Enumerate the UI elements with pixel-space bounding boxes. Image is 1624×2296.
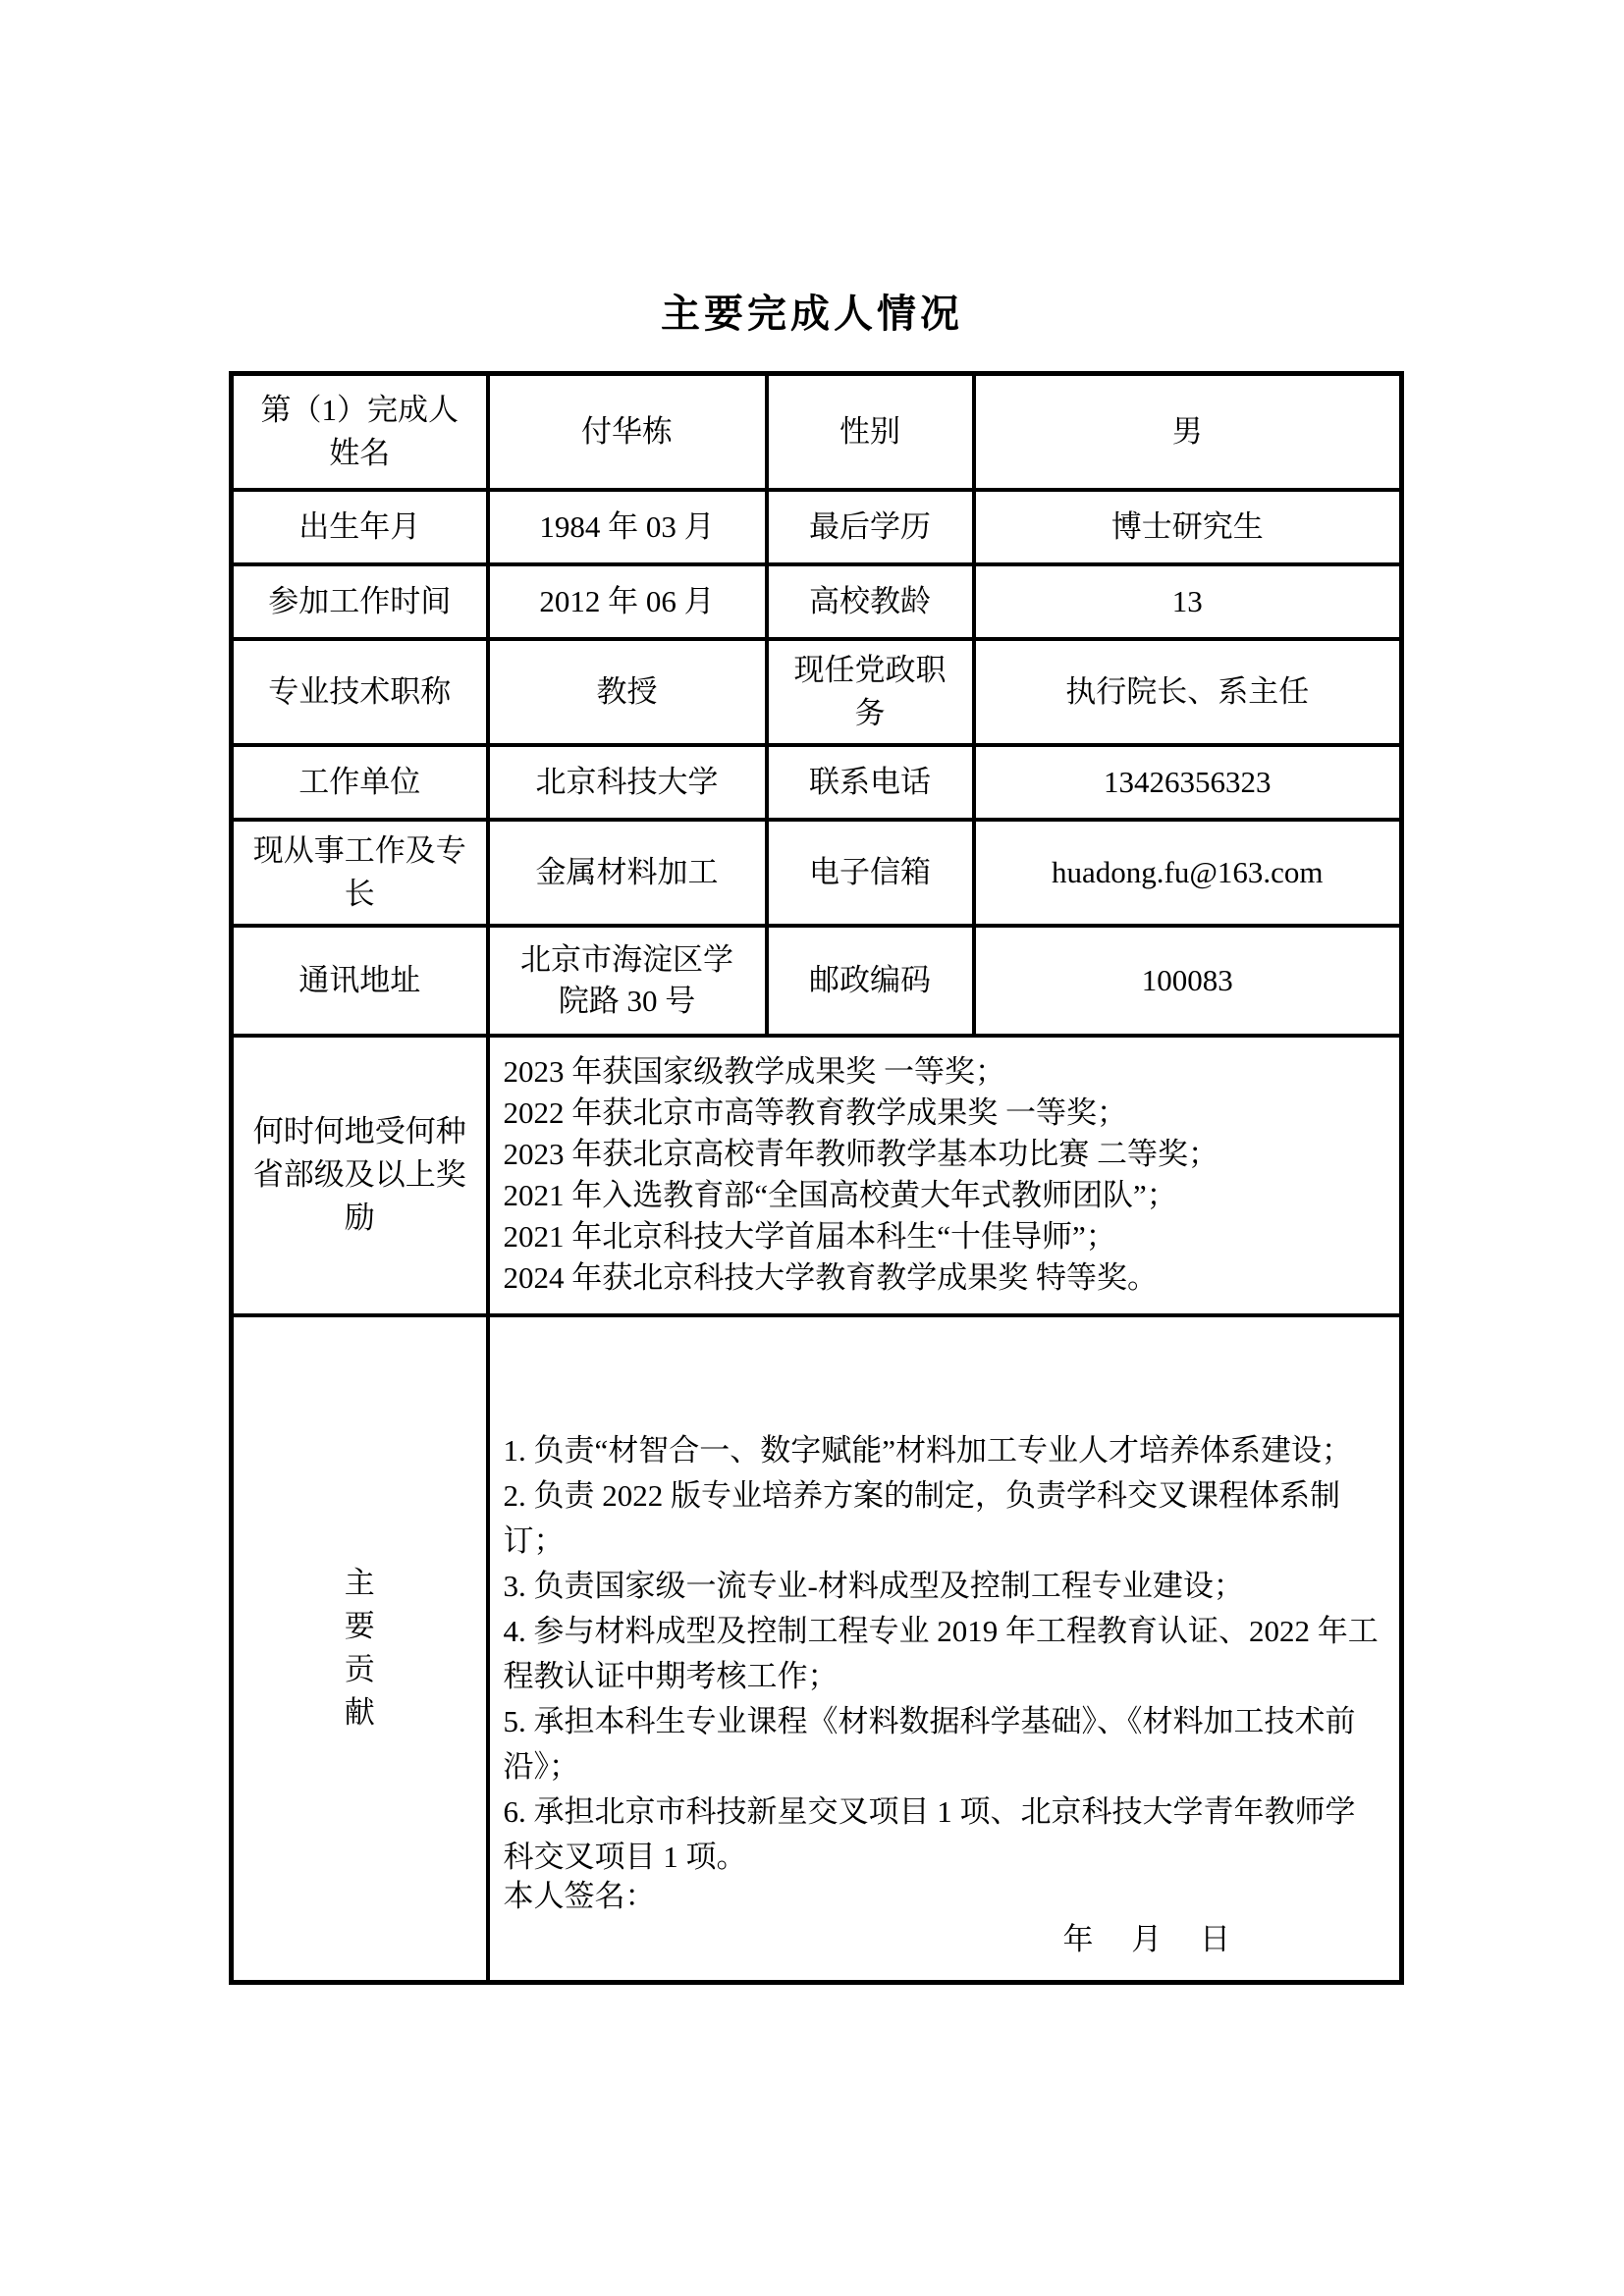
field-label-phone: 联系电话	[767, 745, 974, 820]
field-value-gender: 男	[974, 374, 1402, 490]
field-label-birth-date: 出生年月	[232, 490, 488, 564]
field-value-postal-code: 100083	[974, 926, 1402, 1036]
contribution-item: 1. 负责“材智合一、数字赋能”材料加工专业人才培养体系建设；	[503, 1433, 1353, 1468]
field-label-email: 电子信箱	[767, 820, 974, 926]
field-label-work-start: 参加工作时间	[232, 564, 488, 639]
contribution-item: 6. 承担北京市科技新星交叉项目 1 项、北京科技大学青年教师学科交叉项目 1 项。	[503, 1794, 1356, 1875]
field-label-current-work: 现从事工作及专长	[232, 820, 488, 926]
field-value-awards	[488, 1036, 1402, 1315]
field-value-employer: 北京科技大学	[488, 745, 767, 820]
page-title: 主要完成人情况	[661, 293, 963, 336]
table-row-awards	[232, 1036, 1402, 1315]
field-label-awards: 何时何地受何种省部级及以上奖励	[232, 1036, 488, 1315]
field-value-completer-name: 付华栋	[488, 374, 767, 490]
field-value-phone: 13426356323	[974, 745, 1402, 820]
field-value-current-position: 执行院长、系主任	[974, 639, 1402, 745]
award-line: 2021 年北京科技大学首届本科生“十佳导师”；	[503, 1219, 1116, 1254]
field-label-professional-title: 专业技术职称	[232, 639, 488, 745]
award-line: 2023 年获北京高校青年教师教学基本功比赛 二等奖；	[503, 1137, 1218, 1171]
field-value-birth-date: 1984 年 03 月	[488, 490, 767, 564]
field-value-teaching-years: 13	[974, 564, 1402, 639]
award-line: 2024 年获北京科技大学教育教学成果奖 特等奖。	[503, 1260, 1158, 1295]
contribution-item: 3. 负责国家级一流专业-材料成型及控制工程专业建设；	[503, 1569, 1244, 1604]
award-line: 2021 年入选教育部“全国高校黄大年式教师团队”；	[503, 1178, 1177, 1212]
field-value-email: huadong.fu@163.com	[974, 820, 1402, 926]
table-row-address	[232, 926, 1402, 1036]
field-label-address: 通讯地址	[232, 926, 488, 1036]
award-line: 2023 年获国家级教学成果奖 一等奖；	[503, 1054, 1005, 1089]
field-label-current-position: 现任党政职务	[767, 639, 974, 745]
field-label-postal-code: 邮政编码	[767, 926, 974, 1036]
table-row-contributions	[232, 1315, 1402, 1983]
signature-label: 本人签名：	[503, 1879, 656, 1913]
table-row-work-start	[232, 564, 1402, 639]
table-row-specialty	[232, 820, 1402, 926]
main-contributions-vertical-label: 主要贡献	[344, 1566, 375, 1731]
contribution-item: 5. 承担本科生专业课程《材料数据科学基础》、《材料加工技术前沿》；	[503, 1704, 1356, 1785]
date-line: 年 月 日	[1062, 1922, 1230, 1956]
table-row-birth	[232, 490, 1402, 564]
field-label-employer: 工作单位	[232, 745, 488, 820]
field-label-last-degree: 最后学历	[767, 490, 974, 564]
field-value-last-degree: 博士研究生	[974, 490, 1402, 564]
field-value-professional-title: 教授	[488, 639, 767, 745]
field-value-main-contributions	[488, 1315, 1402, 1983]
table-row-employer	[232, 745, 1402, 820]
award-line: 2022 年获北京市高等教育教学成果奖 一等奖；	[503, 1095, 1127, 1130]
contribution-item: 4. 参与材料成型及控制工程专业 2019 年工程教育认证、2022 年工程教认证中期考核工作；	[503, 1614, 1379, 1694]
field-label-gender: 性别	[767, 374, 974, 490]
field-label-completer-name: 第（1）完成人姓名	[232, 374, 488, 490]
contribution-item: 2. 负责 2022 版专业培养方案的制定，负责学科交叉课程体系制订；	[503, 1478, 1340, 1559]
completer-info-table	[229, 371, 1404, 1985]
field-value-address: 北京市海淀区学院路 30 号	[488, 926, 767, 1036]
field-label-teaching-years: 高校教龄	[767, 564, 974, 639]
field-value-work-start: 2012 年 06 月	[488, 564, 767, 639]
table-row-name	[232, 374, 1402, 490]
field-label-main-contributions	[232, 1315, 488, 1983]
field-value-current-work: 金属材料加工	[488, 820, 767, 926]
table-row-title	[232, 639, 1402, 745]
